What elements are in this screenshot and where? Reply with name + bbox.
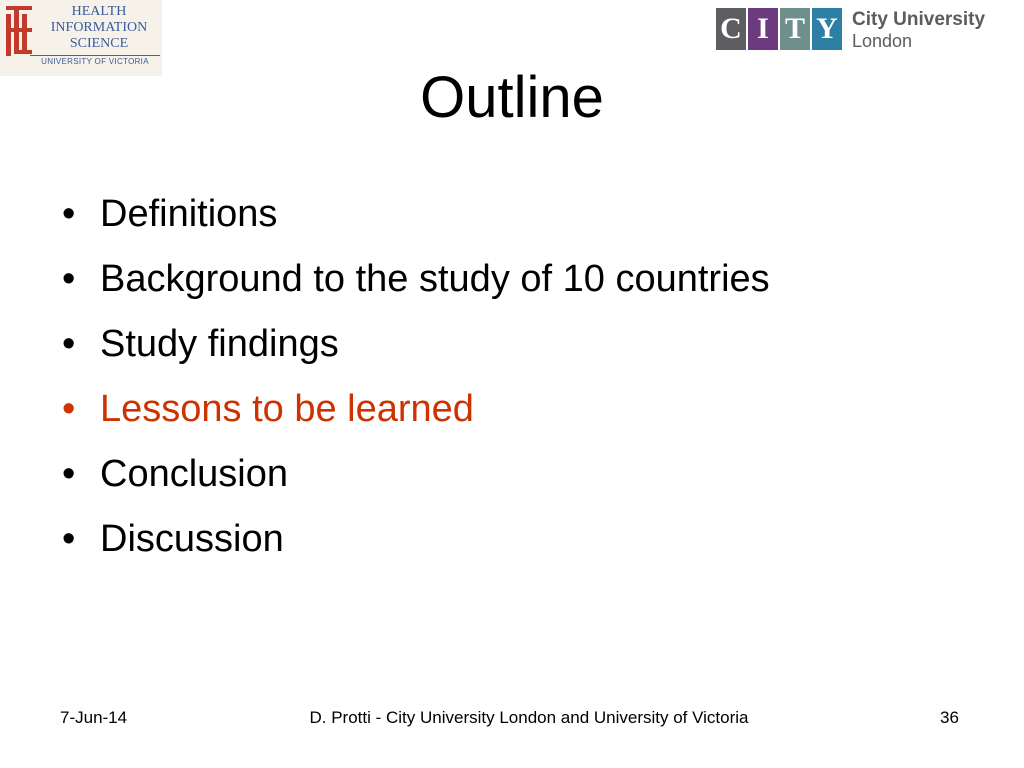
city-logo-subtitle: London — [852, 31, 913, 51]
city-letter-tiles — [716, 8, 842, 50]
bullet-glyph: • — [62, 258, 76, 300]
his-logo-line: INFORMATION — [50, 20, 148, 35]
bullet-text: Lessons to be learned — [100, 388, 474, 430]
bullet-text: Definitions — [100, 193, 278, 235]
city-tile-i: I — [748, 8, 778, 50]
city-university-logo — [716, 8, 1006, 52]
bullet-item-highlighted — [56, 377, 956, 442]
footer-page-number: 36 — [940, 708, 959, 727]
bullet-item — [56, 247, 956, 312]
his-logo-line: HEALTH — [71, 4, 127, 19]
bullet-item — [56, 442, 956, 507]
his-logo-divider — [30, 55, 160, 56]
bullet-text: Study findings — [100, 323, 339, 365]
bullet-glyph: • — [62, 323, 76, 365]
footer-credit: D. Protti - City University London and University of Victoria — [309, 708, 749, 727]
bullet-glyph: • — [62, 388, 76, 430]
his-emblem-icon — [6, 6, 32, 56]
bullet-glyph: • — [62, 193, 76, 235]
city-logo-name: City University — [852, 9, 986, 30]
outline-bullet-list — [56, 182, 956, 572]
city-tile-c: C — [716, 8, 746, 50]
bullet-item — [56, 312, 956, 377]
footer-date: 7-Jun-14 — [60, 708, 128, 727]
slide-title: Outline — [420, 65, 604, 130]
bullet-glyph: • — [62, 518, 76, 560]
bullet-item — [56, 507, 956, 572]
his-logo-institution: UNIVERSITY OF VICTORIA — [41, 57, 149, 66]
city-tile-t: T — [780, 8, 810, 50]
bullet-glyph: • — [62, 453, 76, 495]
bullet-item — [56, 182, 956, 247]
his-logo-text — [38, 4, 160, 52]
bullet-text: Discussion — [100, 518, 284, 560]
city-tile-y: Y — [812, 8, 842, 50]
bullet-text: Background to the study of 10 countries — [100, 258, 770, 300]
his-logo-line: SCIENCE — [69, 36, 129, 51]
bullet-text: Conclusion — [100, 453, 288, 495]
